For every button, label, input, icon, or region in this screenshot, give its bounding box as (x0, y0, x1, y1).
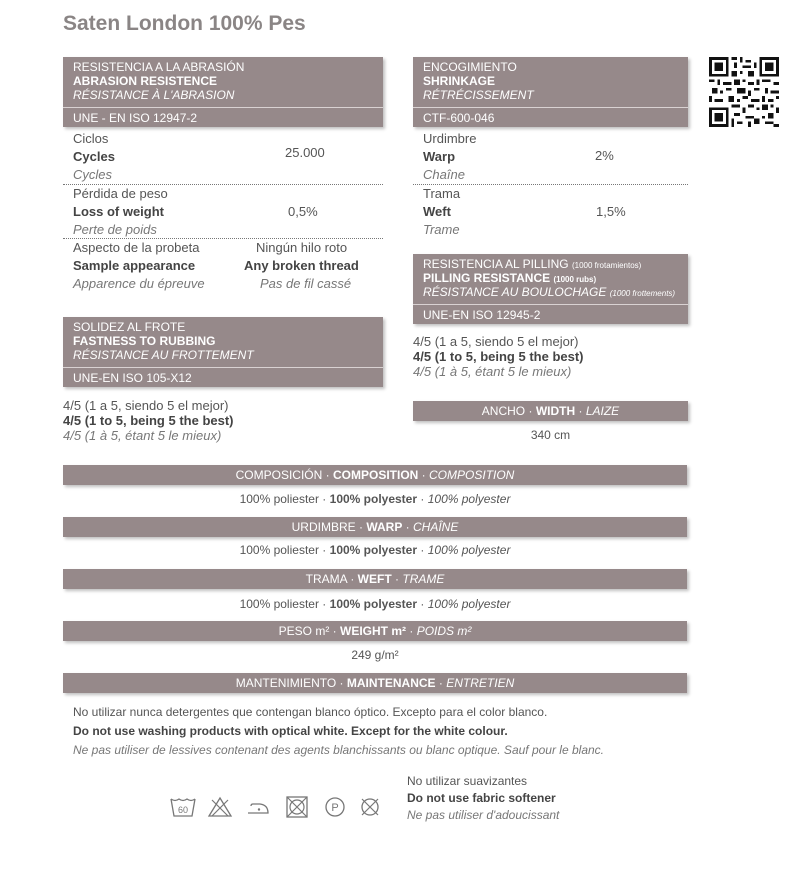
pilling-rating-fr: 4/5 (1 à 5, étant 5 le mieux) (413, 364, 572, 379)
sample-appearance-value-es: Ningún hilo roto (256, 240, 348, 255)
abrasion-title-fr: RÉSISTANCE À L'ABRASION (73, 88, 235, 102)
abrasion-title-en: ABRASION RESISTENCE (73, 74, 218, 88)
qr-code (709, 57, 779, 127)
svg-text:60: 60 (177, 805, 189, 815)
cycles-value: 25.000 (285, 145, 325, 160)
no-tumble-dry-icon (284, 796, 310, 818)
rubbing-title-en: FASTNESS TO RUBBING (73, 334, 216, 348)
pilling-title-en: PILLING RESISTANCE (1000 rubs) (423, 271, 597, 285)
maintenance-text-es: No utilizar nunca detergentes que contengan blanco óptico. Excepto para el color blanco. (73, 705, 548, 719)
cycles-label-es: Ciclos (73, 131, 109, 146)
page-title: Saten London 100% Pes (63, 12, 306, 35)
weft-label-fr: Trame (423, 222, 460, 237)
warp-composition-value: 100% poliester · 100% polyester · 100% polyester (239, 543, 511, 557)
shrinkage-title-en: SHRINKAGE (423, 74, 496, 88)
cycles-label-en: Cycles (73, 149, 115, 164)
maintenance-text-fr: Ne pas utiliser de lessives contenant des agents blanchissants ou blanc optique. Sauf pour le blanc. (73, 743, 604, 757)
pilling-rating-en: 4/5 (1 to 5, being 5 the best) (413, 349, 584, 364)
softener-text-en: Do not use fabric softener (407, 791, 556, 805)
weight-value: 249 g/m² (351, 648, 399, 662)
rubbing-rating-fr: 4/5 (1 à 5, étant 5 le mieux) (63, 428, 222, 443)
weft-composition-value: 100% poliester · 100% polyester · 100% polyester (239, 597, 511, 611)
shrinkage-title-es: ENCOGIMIENTO (423, 60, 517, 74)
width-header: ANCHO · WIDTH · LAIZE (413, 401, 688, 421)
divider (63, 238, 383, 239)
rubbing-header (63, 317, 383, 387)
sample-appearance-label-es: Aspecto de la probeta (73, 240, 200, 255)
no-bleach-icon (207, 796, 233, 818)
weft-label-es: Trama (423, 186, 461, 201)
rubbing-title-fr: RÉSISTANCE AU FROTTEMENT (73, 348, 254, 362)
cycles-label-fr: Cycles (73, 167, 113, 182)
warp-header: URDIMBRE · WARP · CHAÎNE (63, 517, 687, 537)
rubbing-rating-es: 4/5 (1 a 5, siendo 5 el mejor) (63, 398, 229, 413)
pilling-rating-es: 4/5 (1 a 5, siendo 5 el mejor) (413, 334, 579, 349)
rubbing-rating-en: 4/5 (1 to 5, being 5 the best) (63, 413, 234, 428)
softener-text-fr: Ne pas utiliser d'adoucissant (407, 808, 560, 822)
divider (413, 184, 688, 185)
pilling-title-es: RESISTENCIA AL PILLING (1000 frotamientos) (423, 257, 642, 271)
maintenance-header: MANTENIMIENTO · MAINTENANCE · ENTRETIEN (63, 673, 687, 693)
pilling-header (413, 254, 688, 324)
shrinkage-title-fr: RÉTRÉCISSEMENT (423, 88, 534, 102)
weft-label-en: Weft (423, 204, 451, 219)
sample-appearance-value-en: Any broken thread (244, 258, 359, 273)
maintenance-text-en: Do not use washing products with optical white. Except for the white colour. (73, 724, 508, 738)
weft-value: 1,5% (596, 204, 626, 219)
weight-loss-label-fr: Perte de poids (73, 222, 157, 237)
svg-text:P: P (331, 802, 339, 814)
warp-label-en: Warp (423, 149, 456, 164)
rubbing-standard: UNE-EN ISO 105-X12 (73, 371, 192, 385)
abrasion-header (63, 57, 383, 127)
sample-appearance-label-fr: Apparence du épreuve (73, 276, 205, 291)
weight-loss-label-en: Loss of weight (73, 204, 164, 219)
weight-header: PESO m² · WEIGHT m² · POIDS m² (63, 621, 687, 641)
wash-60-icon (170, 796, 196, 818)
pilling-title-fr: RÉSISTANCE AU BOULOCHAGE (1000 frottements) (423, 285, 676, 299)
softener-text-es: No utilizar suavizantes (407, 774, 528, 788)
warp-value: 2% (595, 148, 614, 163)
composition-header: COMPOSICIÓN · COMPOSITION · COMPOSITION (63, 465, 687, 485)
weft-header: TRAMA · WEFT · TRAME (63, 569, 687, 589)
divider (63, 184, 383, 185)
no-wet-clean-icon (357, 796, 383, 818)
weight-loss-value: 0,5% (288, 204, 318, 219)
abrasion-title-es: RESISTENCIA A LA ABRASIÓN (73, 60, 245, 74)
shrinkage-standard: CTF-600-046 (423, 111, 495, 125)
shrinkage-header (413, 57, 688, 127)
composition-value: 100% poliester · 100% polyester · 100% polyester (239, 492, 511, 506)
rubbing-title-es: SOLIDEZ AL FROTE (73, 320, 186, 334)
sample-appearance-value-fr: Pas de fil cassé (260, 276, 352, 291)
iron-low-icon (245, 796, 271, 818)
warp-label-fr: Chaîne (423, 167, 465, 182)
abrasion-standard: UNE - EN ISO 12947-2 (73, 111, 198, 125)
weight-loss-label-es: Pérdida de peso (73, 186, 168, 201)
warp-label-es: Urdimbre (423, 131, 477, 146)
dry-clean-p-icon (322, 796, 348, 818)
width-value: 340 cm (530, 428, 571, 442)
sample-appearance-label-en: Sample appearance (73, 258, 196, 273)
pilling-standard: UNE-EN ISO 12945-2 (423, 308, 541, 322)
